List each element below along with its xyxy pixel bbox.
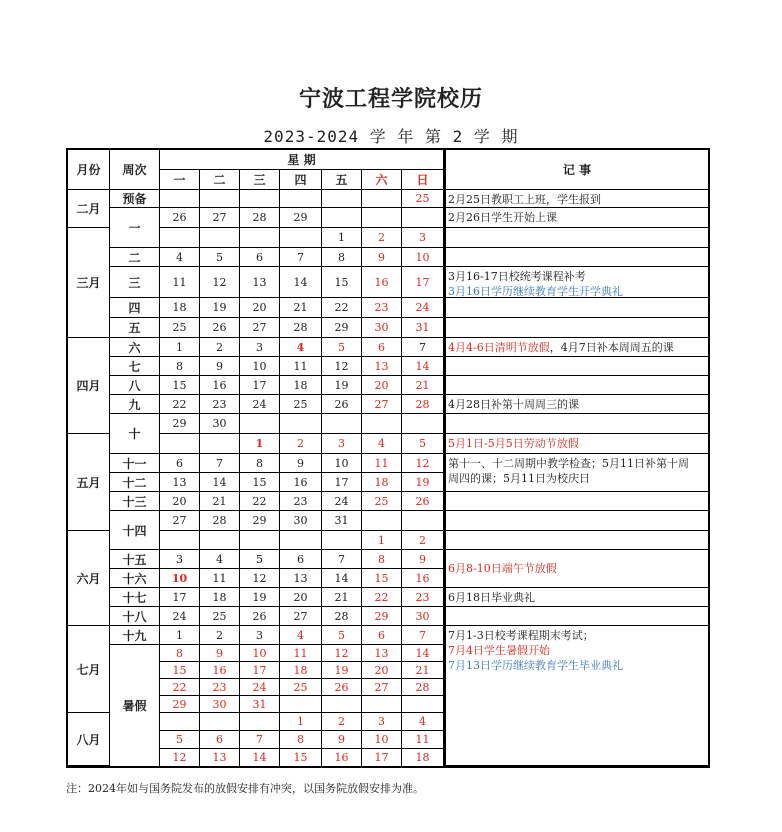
page-title: 宁波工程学院校历 (298, 87, 483, 112)
note-text: 7月13日学历继续教育学生毕业典礼 (448, 659, 623, 672)
day-cell: 21 (322, 588, 362, 607)
day-cell: 12 (322, 357, 362, 376)
day-cell: 25 (280, 679, 322, 696)
day-cell: 29 (322, 318, 362, 338)
day-cell (200, 228, 240, 248)
day-cell (160, 531, 200, 550)
day-cell: 31 (240, 696, 280, 713)
week-cell: 八 (110, 376, 160, 395)
week-cell: 暑假 (110, 645, 160, 767)
note-lines (448, 456, 689, 486)
day-cell (200, 713, 240, 731)
note-cell (444, 511, 710, 531)
day-cell (402, 511, 444, 531)
day-cell: 23 (280, 492, 322, 511)
day-cell (362, 208, 402, 228)
week-cell: 十三 (110, 492, 160, 511)
day-cell: 30 (362, 318, 402, 338)
day-cell: 1 (160, 626, 200, 645)
day-cell: 23 (402, 588, 444, 607)
day-cell: 9 (200, 357, 240, 376)
day-cell (240, 228, 280, 248)
day-cell (362, 190, 402, 208)
day-cell (280, 696, 322, 713)
note-text: 2月26日学生开始上课 (448, 211, 557, 224)
day-cell (200, 434, 240, 454)
day-cell: 29 (280, 208, 322, 228)
footnote: 注：2024年如与国务院发布的放假安排有冲突，以国务院放假安排为准。 (66, 782, 424, 795)
day-cell: 14 (240, 749, 280, 767)
day-cell (362, 696, 402, 713)
day-cell: 1 (240, 434, 280, 454)
day-cell (280, 531, 322, 550)
week-cell: 十九 (110, 626, 160, 645)
day-cell: 31 (402, 318, 444, 338)
day-cell (160, 434, 200, 454)
day-cell: 16 (200, 662, 240, 679)
month-cell: 三月 (66, 228, 110, 338)
day-cell: 20 (280, 588, 322, 607)
day-cell: 24 (240, 395, 280, 414)
day-cell: 6 (240, 248, 280, 267)
note-lines (448, 436, 579, 451)
day-cell: 20 (240, 298, 280, 318)
header-day: 五 (322, 170, 362, 190)
note-cell (444, 190, 710, 208)
day-cell: 29 (160, 414, 200, 434)
day-cell: 26 (240, 607, 280, 626)
note-cell (444, 414, 710, 434)
day-cell: 13 (362, 645, 402, 662)
day-cell (240, 414, 280, 434)
day-cell: 15 (160, 662, 200, 679)
day-cell: 25 (160, 318, 200, 338)
week-cell: 六 (110, 338, 160, 357)
header-day: 六 (362, 170, 402, 190)
day-cell: 28 (402, 395, 444, 414)
day-cell: 27 (160, 511, 200, 531)
day-cell: 13 (280, 569, 322, 588)
day-cell: 18 (160, 298, 200, 318)
day-cell: 23 (362, 298, 402, 318)
note-lines (448, 192, 601, 207)
month-cell: 五月 (66, 434, 110, 531)
day-cell: 19 (322, 376, 362, 395)
note-cell (444, 454, 710, 492)
day-cell: 2 (402, 531, 444, 550)
day-cell: 7 (402, 338, 444, 357)
week-cell: 十一 (110, 454, 160, 473)
day-cell: 29 (160, 696, 200, 713)
day-cell: 27 (280, 607, 322, 626)
day-cell: 24 (160, 607, 200, 626)
day-cell: 30 (200, 696, 240, 713)
day-cell: 5 (402, 434, 444, 454)
day-cell: 8 (160, 645, 200, 662)
day-cell: 13 (200, 749, 240, 767)
day-cell: 6 (362, 626, 402, 645)
day-cell: 22 (160, 395, 200, 414)
note-text: ，4月7日补本周周五的课 (549, 341, 674, 354)
day-cell: 17 (160, 588, 200, 607)
note-cell (444, 248, 710, 267)
day-cell: 15 (280, 749, 322, 767)
day-cell: 19 (240, 588, 280, 607)
week-cell: 三 (110, 267, 160, 298)
day-cell: 17 (402, 267, 444, 298)
day-cell: 3 (322, 434, 362, 454)
day-cell: 7 (322, 550, 362, 569)
day-cell: 4 (280, 626, 322, 645)
day-cell: 21 (280, 298, 322, 318)
day-cell: 14 (280, 267, 322, 298)
day-cell: 27 (362, 679, 402, 696)
day-cell: 4 (200, 550, 240, 569)
day-cell: 14 (402, 645, 444, 662)
day-cell: 9 (402, 550, 444, 569)
day-cell: 1 (280, 713, 322, 731)
week-cell: 十 (110, 414, 160, 454)
day-cell: 4 (362, 434, 402, 454)
week-cell: 九 (110, 395, 160, 414)
day-cell (280, 414, 322, 434)
month-cell: 六月 (66, 531, 110, 626)
day-cell: 30 (200, 414, 240, 434)
day-cell: 13 (240, 267, 280, 298)
day-cell: 21 (402, 662, 444, 679)
day-cell: 13 (362, 357, 402, 376)
note-cell (444, 318, 710, 338)
day-cell: 25 (402, 190, 444, 208)
day-cell: 24 (402, 298, 444, 318)
day-cell: 23 (200, 679, 240, 696)
day-cell: 28 (402, 679, 444, 696)
day-cell: 5 (200, 248, 240, 267)
day-cell: 9 (200, 645, 240, 662)
day-cell: 26 (322, 679, 362, 696)
note-cell (444, 434, 710, 454)
day-cell: 29 (240, 511, 280, 531)
month-cell: 七月 (66, 626, 110, 713)
header-week: 周次 (110, 148, 160, 190)
header-day: 三 (240, 170, 280, 190)
day-cell (280, 228, 322, 248)
week-cell: 五 (110, 318, 160, 338)
day-cell: 4 (402, 713, 444, 731)
day-cell: 10 (160, 569, 200, 588)
day-cell: 18 (280, 662, 322, 679)
note-cell (444, 531, 710, 550)
day-cell: 22 (362, 588, 402, 607)
note-cell (444, 395, 710, 414)
day-cell: 6 (160, 454, 200, 473)
note-text: 7月1-3日校考课程期末考试； (448, 629, 594, 642)
day-cell: 24 (322, 492, 362, 511)
note-text: 7月4日学生暑假开始 (448, 644, 550, 657)
day-cell (240, 190, 280, 208)
day-cell: 5 (322, 338, 362, 357)
day-cell (362, 511, 402, 531)
day-cell: 18 (280, 376, 322, 395)
day-cell: 29 (362, 607, 402, 626)
day-cell: 17 (240, 376, 280, 395)
note-text: 4月4-6日清明节放假 (448, 341, 550, 354)
day-cell: 2 (200, 338, 240, 357)
day-cell (240, 713, 280, 731)
day-cell: 31 (322, 511, 362, 531)
day-cell: 1 (160, 338, 200, 357)
day-cell (322, 208, 362, 228)
day-cell: 5 (322, 626, 362, 645)
note-text: 6月8-10日端午节放假 (448, 562, 557, 575)
semester-subtitle: 2023-2024 学 年 第 2 学 期 (263, 127, 519, 146)
day-cell: 18 (402, 749, 444, 767)
day-cell: 18 (200, 588, 240, 607)
day-cell (402, 208, 444, 228)
day-cell: 8 (322, 248, 362, 267)
day-cell: 12 (322, 645, 362, 662)
header-day: 四 (280, 170, 322, 190)
header-notes: 记 事 (444, 148, 710, 190)
note-cell (444, 298, 710, 318)
day-cell: 15 (362, 569, 402, 588)
day-cell (160, 190, 200, 208)
day-cell: 15 (160, 376, 200, 395)
day-cell: 4 (160, 248, 200, 267)
day-cell: 6 (362, 338, 402, 357)
day-cell: 10 (402, 248, 444, 267)
note-cell (444, 357, 710, 376)
day-cell: 19 (322, 662, 362, 679)
day-cell: 30 (402, 607, 444, 626)
header-day: 日 (402, 170, 444, 190)
day-cell: 10 (240, 357, 280, 376)
day-cell: 11 (160, 267, 200, 298)
week-cell: 十五 (110, 550, 160, 569)
day-cell: 19 (200, 298, 240, 318)
day-cell: 17 (362, 749, 402, 767)
day-cell: 13 (160, 473, 200, 492)
day-cell: 30 (280, 511, 322, 531)
day-cell: 11 (362, 454, 402, 473)
week-cell: 四 (110, 298, 160, 318)
day-cell: 19 (402, 473, 444, 492)
note-lines (448, 590, 535, 605)
day-cell (322, 190, 362, 208)
note-lines (448, 210, 557, 225)
day-cell: 9 (280, 454, 322, 473)
day-cell: 7 (240, 731, 280, 749)
day-cell: 26 (322, 395, 362, 414)
day-cell: 14 (402, 357, 444, 376)
day-cell: 27 (200, 208, 240, 228)
day-cell: 3 (240, 338, 280, 357)
day-cell: 5 (240, 550, 280, 569)
day-cell: 22 (240, 492, 280, 511)
week-cell: 一 (110, 208, 160, 248)
day-cell: 22 (322, 298, 362, 318)
day-cell: 20 (362, 376, 402, 395)
day-cell: 9 (362, 248, 402, 267)
note-cell (444, 492, 710, 511)
day-cell: 14 (322, 569, 362, 588)
note-text: 5月1日-5月5日劳动节放假 (448, 437, 579, 450)
week-cell: 二 (110, 248, 160, 267)
day-cell (322, 414, 362, 434)
day-cell: 25 (362, 492, 402, 511)
day-cell: 21 (402, 376, 444, 395)
day-cell: 25 (200, 607, 240, 626)
day-cell (402, 414, 444, 434)
header-month: 月份 (66, 148, 110, 190)
week-cell: 十四 (110, 511, 160, 550)
day-cell: 3 (160, 550, 200, 569)
note-lines (448, 269, 623, 298)
note-text: 6月18日毕业典礼 (448, 591, 535, 604)
note-text: 周四的课；5月11日为校庆日 (448, 472, 590, 485)
day-cell: 11 (280, 645, 322, 662)
day-cell (322, 696, 362, 713)
day-cell: 16 (280, 473, 322, 492)
week-cell: 十八 (110, 607, 160, 626)
day-cell: 28 (240, 208, 280, 228)
day-cell: 5 (160, 731, 200, 749)
day-cell: 28 (322, 607, 362, 626)
day-cell (200, 190, 240, 208)
day-cell: 1 (322, 228, 362, 248)
month-cell: 四月 (66, 338, 110, 434)
header-day: 一 (160, 170, 200, 190)
week-cell: 十二 (110, 473, 160, 492)
day-cell: 20 (362, 662, 402, 679)
note-cell (444, 208, 710, 228)
day-cell: 26 (160, 208, 200, 228)
day-cell: 10 (240, 645, 280, 662)
day-cell: 11 (402, 731, 444, 749)
day-cell: 2 (280, 434, 322, 454)
note-lines (448, 340, 674, 355)
note-cell (444, 588, 710, 607)
note-text: 4月28日补第十周周三的课 (448, 398, 579, 411)
week-cell: 十七 (110, 588, 160, 607)
day-cell: 3 (402, 228, 444, 248)
day-cell (280, 190, 322, 208)
header-weekday-group: 星 期 (160, 148, 444, 170)
day-cell: 23 (200, 395, 240, 414)
day-cell: 16 (402, 569, 444, 588)
note-cell (444, 607, 710, 626)
day-cell: 12 (200, 267, 240, 298)
day-cell: 11 (200, 569, 240, 588)
day-cell: 10 (362, 731, 402, 749)
day-cell: 17 (322, 473, 362, 492)
day-cell: 12 (402, 454, 444, 473)
day-cell: 12 (240, 569, 280, 588)
note-cell (444, 376, 710, 395)
day-cell (240, 531, 280, 550)
day-cell: 20 (160, 492, 200, 511)
week-cell: 七 (110, 357, 160, 376)
day-cell: 1 (362, 531, 402, 550)
day-cell: 17 (240, 662, 280, 679)
day-cell (402, 696, 444, 713)
day-cell: 6 (280, 550, 322, 569)
note-lines (448, 628, 623, 673)
day-cell: 10 (322, 454, 362, 473)
day-cell: 16 (200, 376, 240, 395)
day-cell: 9 (322, 731, 362, 749)
day-cell: 28 (280, 318, 322, 338)
day-cell: 27 (240, 318, 280, 338)
month-cell: 八月 (66, 713, 110, 767)
note-text: 3月16-17日校统考课程补考 (448, 270, 586, 283)
header-day: 二 (200, 170, 240, 190)
note-text: 3月16日学历继续教育学生开学典礼 (448, 285, 623, 298)
note-text: 2月25日教职工上班，学生报到 (448, 193, 601, 206)
day-cell (200, 531, 240, 550)
day-cell: 26 (200, 318, 240, 338)
day-cell: 8 (240, 454, 280, 473)
day-cell: 15 (322, 267, 362, 298)
table-bottom-border (66, 766, 710, 768)
day-cell: 3 (362, 713, 402, 731)
day-cell: 12 (160, 749, 200, 767)
day-cell: 28 (200, 511, 240, 531)
note-lines (448, 561, 557, 576)
day-cell: 6 (200, 731, 240, 749)
day-cell: 8 (280, 731, 322, 749)
week-cell: 预备 (110, 190, 160, 208)
day-cell: 24 (240, 679, 280, 696)
day-cell: 2 (362, 228, 402, 248)
day-cell: 7 (402, 626, 444, 645)
day-cell: 7 (200, 454, 240, 473)
day-cell: 16 (362, 267, 402, 298)
note-cell (444, 550, 710, 588)
day-cell: 22 (160, 679, 200, 696)
note-text: 第十一、十二周期中教学检查；5月11日补第十周 (448, 457, 689, 470)
week-cell: 十六 (110, 569, 160, 588)
day-cell: 8 (160, 357, 200, 376)
day-cell (362, 414, 402, 434)
day-cell: 3 (240, 626, 280, 645)
day-cell: 14 (200, 473, 240, 492)
day-cell: 8 (362, 550, 402, 569)
day-cell: 2 (200, 626, 240, 645)
day-cell: 27 (362, 395, 402, 414)
day-cell: 2 (322, 713, 362, 731)
month-cell: 二月 (66, 190, 110, 228)
note-cell (444, 267, 710, 298)
day-cell: 15 (240, 473, 280, 492)
day-cell: 25 (280, 395, 322, 414)
day-cell: 7 (280, 248, 322, 267)
note-cell (444, 338, 710, 357)
day-cell: 4 (280, 338, 322, 357)
day-cell: 16 (322, 749, 362, 767)
note-cell (444, 228, 710, 248)
day-cell (322, 531, 362, 550)
day-cell (160, 228, 200, 248)
day-cell: 11 (280, 357, 322, 376)
note-cell (444, 626, 710, 767)
note-lines (448, 397, 579, 412)
day-cell: 26 (402, 492, 444, 511)
day-cell: 18 (362, 473, 402, 492)
day-cell (160, 713, 200, 731)
day-cell: 21 (200, 492, 240, 511)
